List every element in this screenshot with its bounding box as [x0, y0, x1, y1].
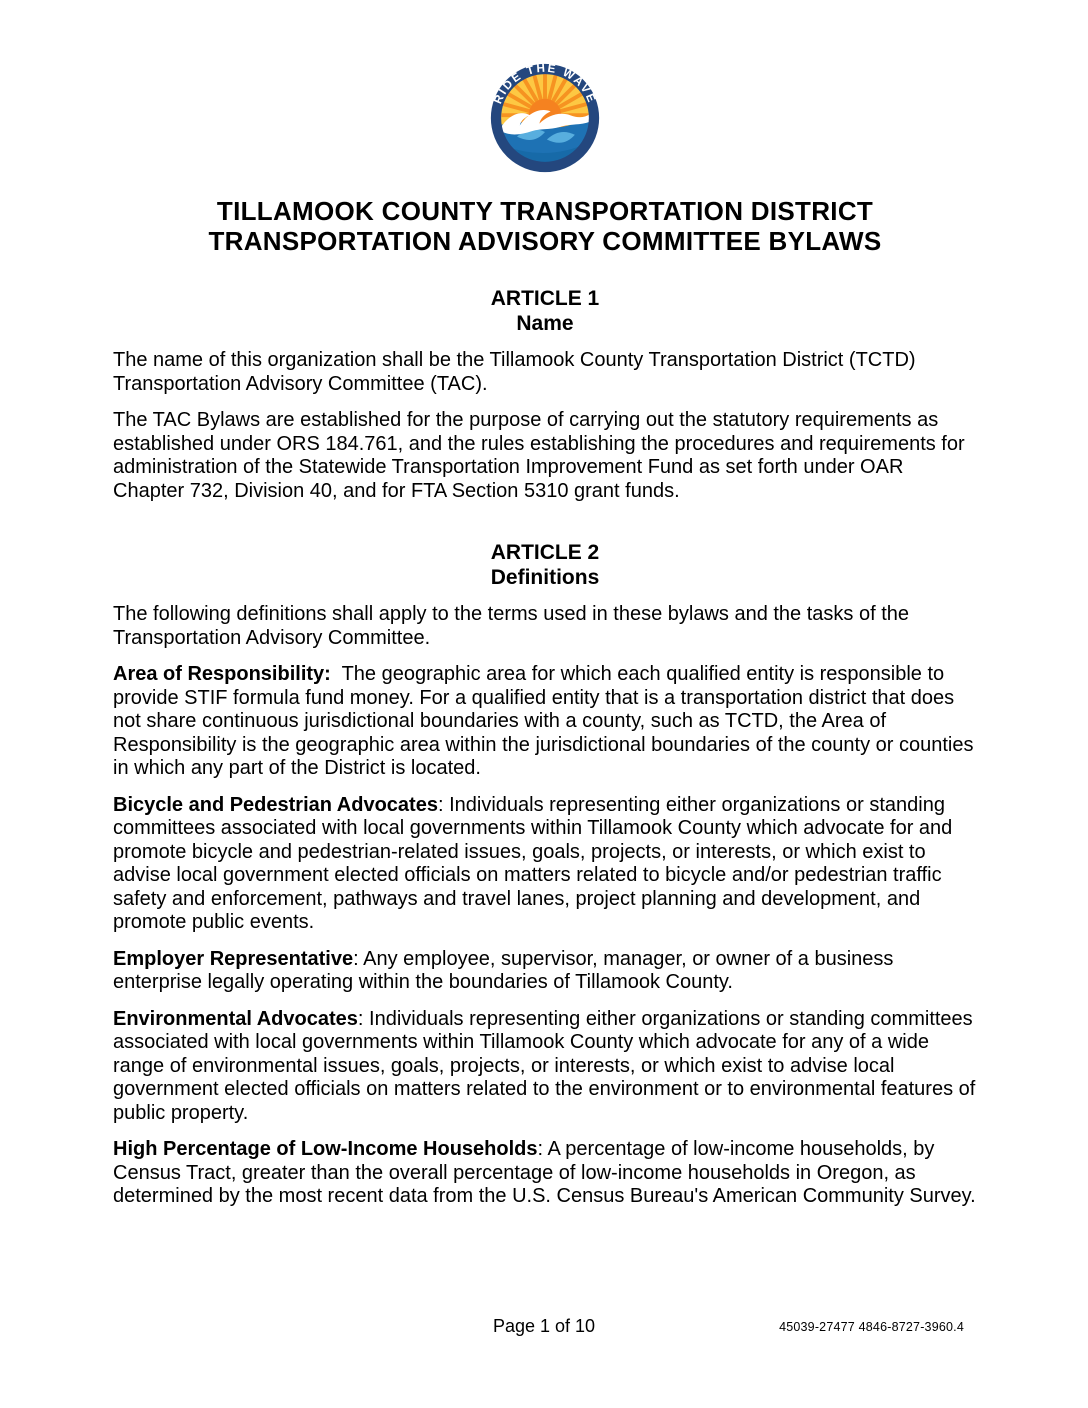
definition-separator: :	[437, 793, 450, 816]
definition-paragraph	[113, 948, 977, 995]
definition-separator: :	[353, 947, 364, 970]
definition-term: Bicycle and Pedestrian Advocates	[113, 793, 438, 816]
definition-text: A percentage of low-income households, by Census Tract, greater than the overall percentage of low-income households in Oregon, as determined by the most recent data from the U.S. Census Bureau's American Community Survey.	[113, 1138, 976, 1207]
definition-term: Employer Representative	[113, 947, 354, 970]
definition-term: Area of Responsibility:	[113, 663, 331, 685]
article-2-number: ARTICLE 2	[490, 541, 600, 564]
ride-the-wave-logo-icon	[489, 62, 601, 174]
article-1-paragraph: The name of this organization shall be the Tillamook County Transportation District (TCTD) Transportation Advisory Committee (TAC).	[113, 349, 916, 395]
article-2-intro: The following definitions shall apply to the terms used in these bylaws and the tasks of the Transportation Advisory Committee.	[113, 603, 910, 649]
article-1-name: Name	[516, 312, 574, 335]
document-title	[113, 196, 977, 256]
page-number-label: Page 1 of 10	[492, 1316, 596, 1336]
page-footer	[0, 1316, 1088, 1346]
definition-text: Any employee, supervisor, manager, or owner of a business enterprise legally operating within the boundaries of Tillamook County.	[113, 947, 894, 993]
definition-separator: :	[537, 1138, 548, 1160]
definition-text: Individuals representing either organizations or standing committees associated with local governments within Tillamook County which advocate for any of a wide range of environmental issues, goals, projects, or interests, or which exist to advise local government elected officials on matters related to the environment or to environmental features of public property.	[113, 1007, 976, 1124]
article-1-heading	[113, 286, 977, 336]
tctd-logo	[489, 62, 601, 174]
definition-paragraph	[113, 794, 977, 935]
definition-paragraph	[113, 663, 977, 781]
definition-term: Environmental Advocates	[113, 1007, 358, 1030]
document-title-line1: TILLAMOOK COUNTY TRANSPORTATION DISTRICT	[216, 196, 874, 226]
document-title-line2: TRANSPORTATION ADVISORY COMMITTEE BYLAWS	[208, 226, 882, 256]
definition-term: High Percentage of Low-Income Households	[113, 1138, 538, 1160]
definition-separator	[331, 663, 342, 685]
definition-paragraph	[113, 1008, 977, 1126]
article-1-paragraph: The TAC Bylaws are established for the purpose of carrying out the statutory requirements as established under ORS 184.761, and the rules establishing the procedures and requirements for administration of the Statewide Transportation Improvement Fund as set forth under OAR Chapter 732, Division 40, and for FTA Section 5310 grant funds.	[113, 409, 965, 502]
definition-text: Individuals representing either organizations or standing committees associated with local governments within Tillamook County which advocate for and promote bicycle and pedestrian-related issues, goals, projects, or interests, or which exist to advise local government elected officials on matters related to bicycle and/or pedestrian traffic safety and enforcement, pathways and travel lanes, project planning and development, and promote public events.	[113, 793, 953, 933]
document-id-number: 45039-27477 4846-8727-3960.4	[779, 1320, 964, 1334]
definition-text: The geographic area for which each qualified entity is responsible to provide STIF formula fund money. For a qualified entity that is a transportation district that does not share continuous jurisdictional boundaries with a county, such as TCTD, the Area of Responsibility is the geographic area within the jurisdictional boundaries of the county or counties in which any part of the District is located.	[113, 663, 974, 779]
logo-arc-text: RIDE THE WAVE	[491, 62, 599, 106]
document-content	[113, 0, 977, 1209]
definition-separator: :	[357, 1007, 370, 1030]
article-1-number: ARTICLE 1	[490, 287, 600, 310]
article-2-heading	[113, 540, 977, 590]
article-2-name: Definitions	[490, 566, 600, 589]
definition-paragraph	[113, 1138, 977, 1209]
